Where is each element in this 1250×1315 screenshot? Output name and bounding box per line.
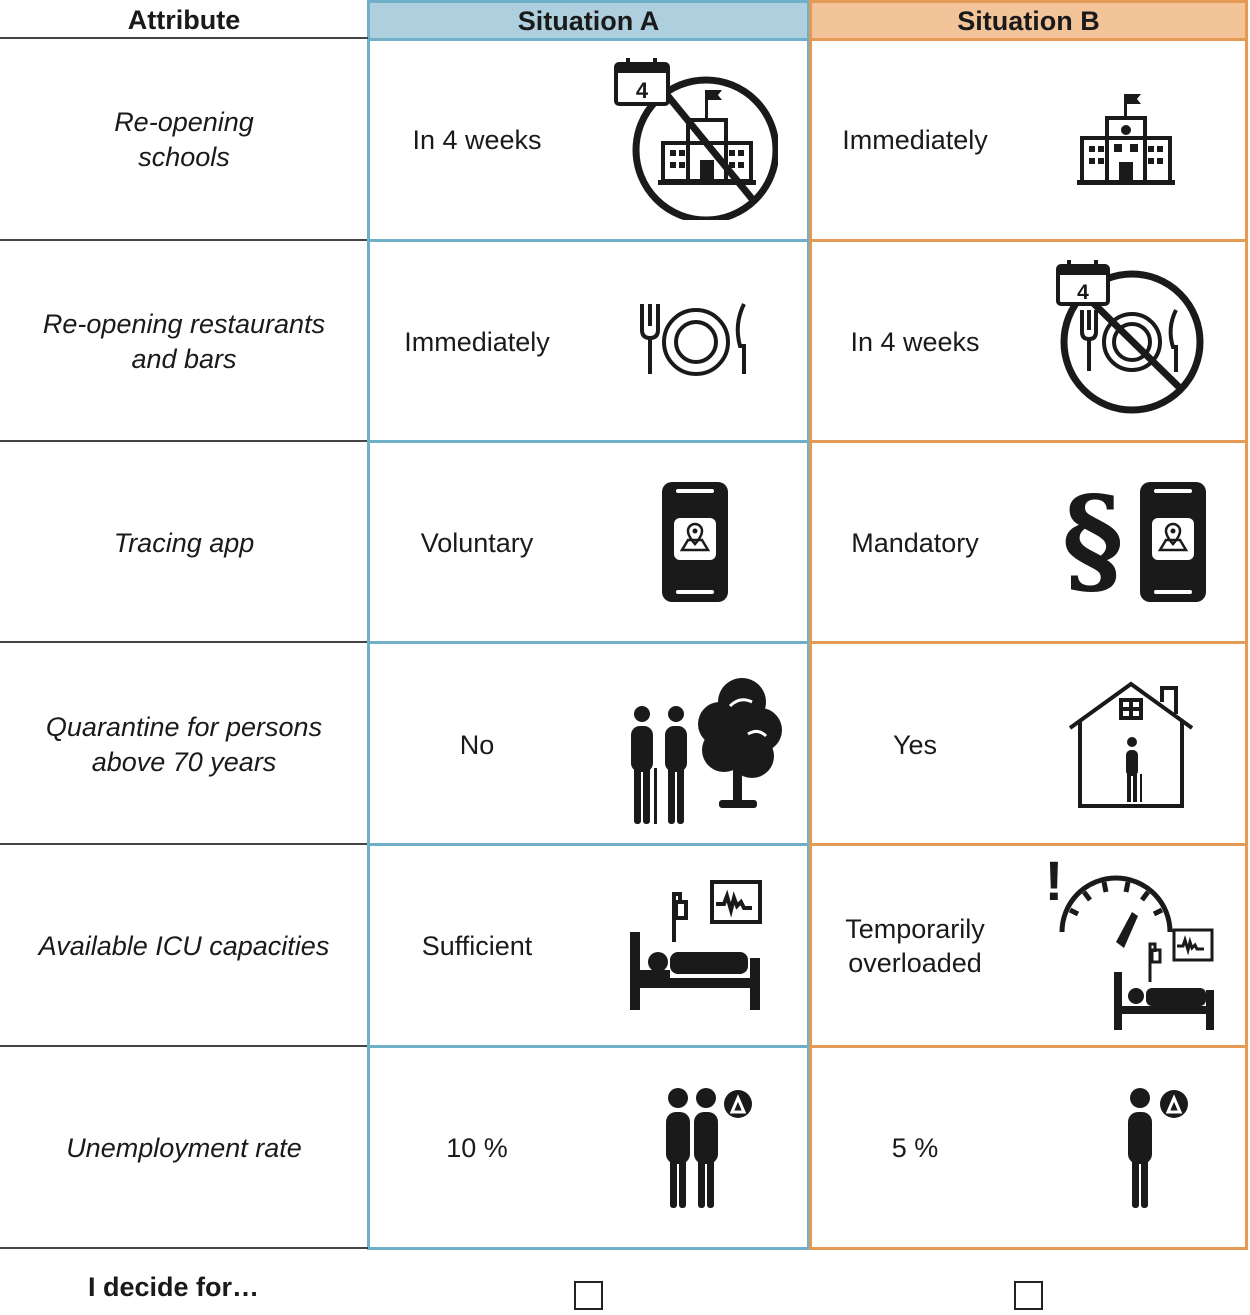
situation-b-checkbox[interactable]: [1014, 1281, 1043, 1310]
two-unemployed-persons-icon: [662, 1086, 754, 1210]
elderly-outdoors-tree-icon: [626, 676, 784, 828]
attribute-tracing-app: Tracing app: [113, 527, 255, 558]
header-situation-a: Situation A: [367, 0, 810, 40]
level-a-tracing: Voluntary: [420, 528, 534, 558]
level-a-unemployment: 10 %: [446, 1133, 508, 1163]
decide-label: I decide for…: [88, 1272, 260, 1302]
row-divider: [0, 37, 368, 39]
calendar-number: 4: [635, 78, 649, 103]
level-b-quarantine: Yes: [892, 730, 938, 760]
level-b-unemployment: 5 %: [891, 1133, 939, 1163]
elderly-in-house-icon: [1066, 680, 1196, 810]
attribute-reopening-restaurants: Re-opening restaurants and bars: [42, 309, 326, 374]
smartphone-location-icon: [1138, 480, 1208, 604]
calendar-number: 4: [1077, 281, 1089, 304]
smartphone-location-icon: [660, 480, 730, 604]
gauge-warning-hospital-bed-icon: [1040, 854, 1218, 1034]
school-closed-calendar-icon: [608, 50, 778, 220]
level-b-tracing: Mandatory: [851, 528, 979, 558]
attribute-reopening-schools: Re-opening schools: [114, 107, 254, 172]
level-b-schools: Immediately: [842, 125, 988, 155]
paragraph-icon: §: [1062, 470, 1124, 609]
one-unemployed-person-icon: [1124, 1086, 1192, 1210]
dining-icon: [636, 300, 756, 380]
header-situation-b: Situation B: [809, 0, 1248, 40]
level-a-quarantine: No: [459, 730, 495, 760]
attribute-quarantine: Quarantine for persons above 70 years: [45, 712, 323, 777]
school-icon: [1074, 92, 1178, 188]
hospital-bed-monitor-icon: [628, 878, 764, 1014]
situation-a-checkbox[interactable]: [574, 1281, 603, 1310]
attribute-icu-capacities: Available ICU capacities: [38, 930, 330, 961]
level-b-icu: Temporarily overloaded: [845, 914, 985, 978]
attribute-unemployment: Unemployment rate: [66, 1132, 302, 1163]
warning-icon: !: [1044, 854, 1064, 912]
dining-closed-calendar-icon: [1052, 252, 1208, 414]
level-a-restaurants: Immediately: [404, 327, 550, 357]
level-a-icu: Sufficient: [421, 931, 533, 961]
header-attribute: Attribute: [127, 4, 241, 35]
level-a-schools: In 4 weeks: [412, 125, 542, 155]
level-b-restaurants: In 4 weeks: [850, 327, 980, 357]
